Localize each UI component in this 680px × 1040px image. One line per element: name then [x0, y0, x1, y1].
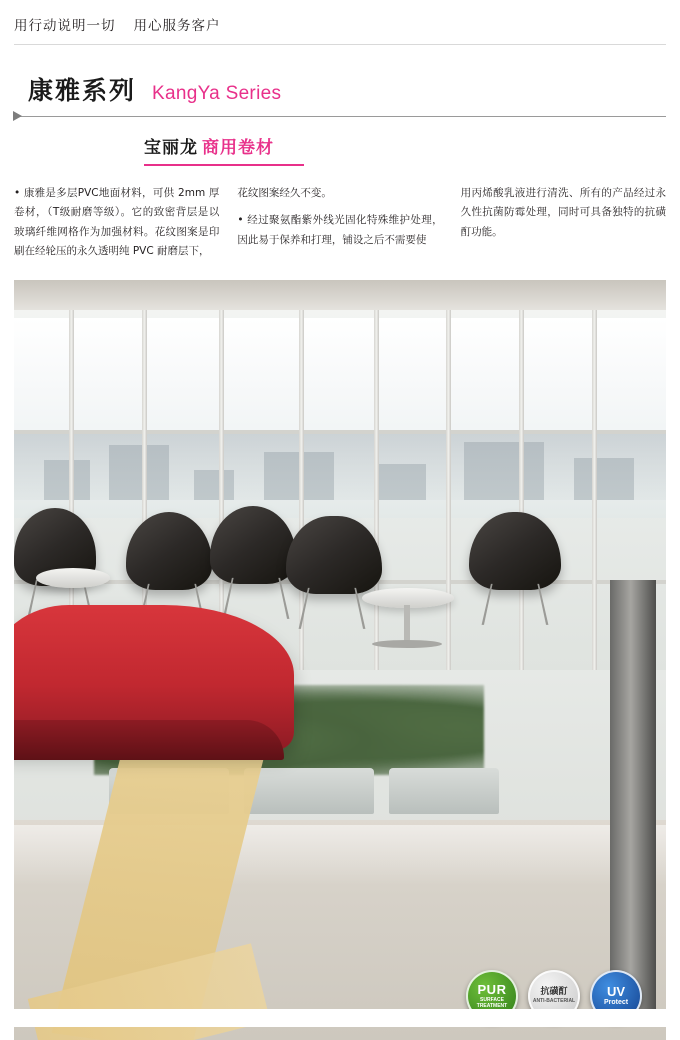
photo-red-bench-base — [14, 720, 284, 760]
antibacterial-badge-sublabel: ANTI-BACTERIAL — [532, 997, 576, 1004]
photo-window-transom — [14, 430, 666, 434]
body-column-1 — [14, 184, 219, 270]
title-block — [0, 71, 680, 166]
subtitle-product: 商用卷材 — [202, 138, 274, 157]
uv-protect-badge-label: UV — [606, 983, 626, 999]
photo-building — [44, 460, 90, 500]
pur-badge-sublabel: SURFACE TREATMENT — [476, 997, 508, 1009]
photo-building — [109, 445, 169, 500]
photo-column — [610, 580, 656, 1010]
product-photo — [14, 280, 666, 1040]
body-paragraph-3: 用丙烯酸乳液进行清洗、所有的产品经过永久性抗菌防霉处理，同时可具备独特的抗磺酊功能。 — [460, 187, 666, 238]
body-column-2 — [237, 184, 442, 270]
body-paragraph-1: • 康雅是多层PVC地面材料，可供 2mm 厚卷材，（T级耐磨等级）。它的致密背层是以玻璃纤维网格作为加强材料。花纹图案是印刷在经轮压的永久透明纯 PVC 耐磨层下， — [14, 187, 220, 258]
page-title-en: KangYa Series — [152, 83, 282, 104]
photo-skyline — [14, 430, 666, 500]
photo-window-mullion — [446, 310, 451, 670]
photo-window-mullion — [592, 310, 597, 670]
photo-building — [574, 458, 634, 500]
photo-table-foot — [372, 640, 442, 648]
photo-building — [464, 442, 544, 500]
slogan-divider — [14, 44, 666, 45]
page-title-cn: 康雅系列 — [28, 76, 137, 105]
photo-side-table — [36, 568, 110, 588]
body-columns — [0, 166, 680, 270]
slogan-right: 用心服务客户 — [133, 18, 221, 33]
body-paragraph-2b: • 经过聚氨酯紫外线光固化特殊维护处理，因此易于保养和打理，铺设之后不需要使 — [237, 214, 443, 246]
subtitle-underline — [144, 164, 304, 166]
subtitle-row — [144, 133, 666, 158]
title-row — [14, 71, 666, 107]
photo-window-mullion — [374, 310, 379, 670]
pur-badge-label: PUR — [477, 981, 507, 997]
photo-table-stem — [404, 605, 410, 641]
page-bottom-margin — [0, 1009, 680, 1027]
subtitle-brand: 宝丽龙 — [144, 138, 198, 157]
slogan-left: 用行动说明一切 — [14, 18, 116, 33]
photo-building — [194, 470, 234, 500]
title-underline-with-arrow — [14, 116, 666, 117]
photo-building — [374, 464, 426, 500]
photo-planter — [389, 768, 499, 814]
photo-planter — [244, 768, 374, 814]
uv-protect-badge-sublabel: Protect — [603, 999, 629, 1007]
body-column-3 — [461, 184, 666, 270]
antibacterial-badge-label: 抗磺酊 — [540, 986, 568, 997]
slogan-bar — [0, 0, 680, 42]
body-paragraph-2a: 花纹图案经久不变。 — [237, 187, 332, 199]
subtitle-block — [14, 133, 666, 166]
